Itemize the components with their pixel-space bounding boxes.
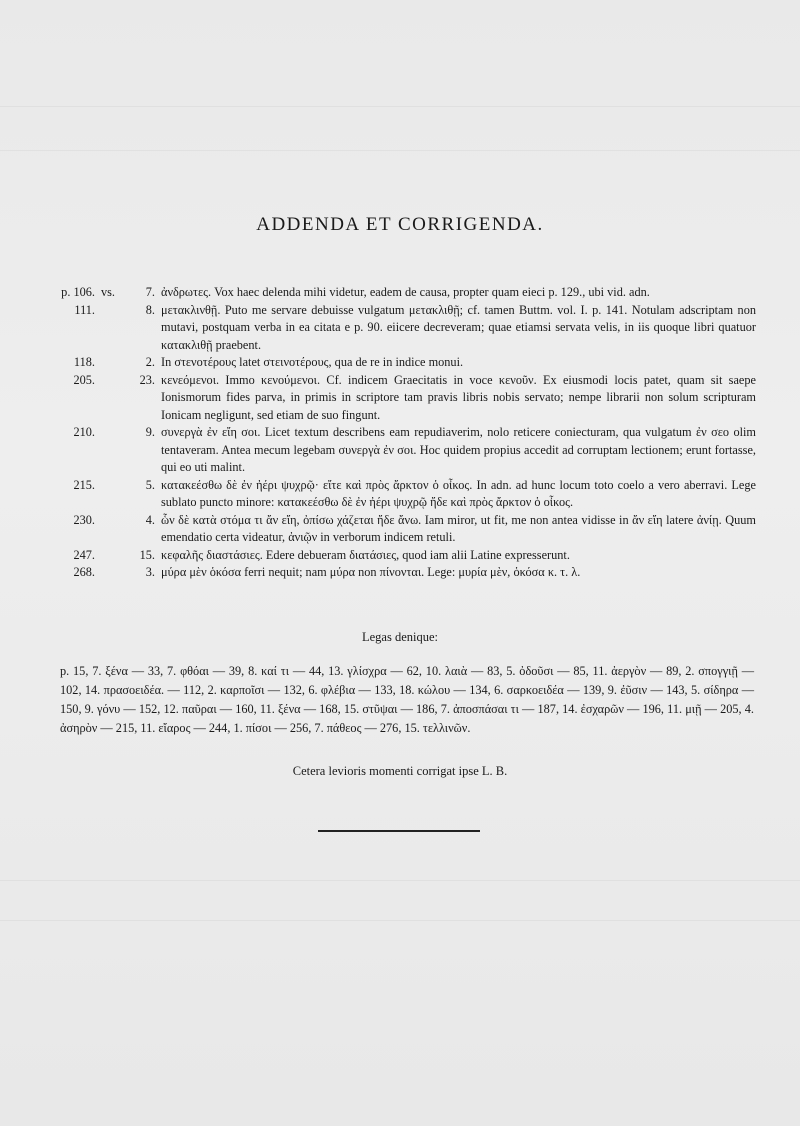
entry-page: 118. [73,355,95,369]
entry-vs [95,564,129,582]
entry-page: 247. [73,547,95,562]
entry-text: κατακεέσθω δὲ ἐν ἠέρι ψυχρῷ· εἴτε καὶ πρὸς ἄρκτον ὁ οἶκος. In adn. ad hunc locum toto coelo a vero aberravi. Lege sublato puncto minore: κατακεέσθω δὲ ἐν ἠέρι ψυχρῷ ἤδε καὶ πρὸς ἄρκτον ὁ οἶκος. [161,477,756,509]
entry-text: συνεργὰ ἐν εἴη σοι. Licet textum describens eam repudiaverim, nolo reticere coniecturam, qua vulgatum ἐν σεο olim tentaveram. Antea mecum legebam συνεργὰ ἐν σοι. Hoc quidem propius accedit ad corruptam lectionem; erunt fortasse, qui eo uti malint. [161,425,756,474]
list-item [52,302,756,355]
closing-note: Cetera levioris momenti corrigat ipse L. B. [292,764,508,778]
entry-vs: vs. [101,285,116,299]
entry-text: ὧν δὲ κατὰ στόμα τι ἄν εἴη, ὀπίσω χάζεται ἤδε ἄνω. Iam miror, ut fit, me non antea vidisse in ἄν εἴη latere ἀνίῃ. Quum emendatio certa videatur, ἀνιῷν in verborum indicem retuli. [161,512,756,544]
list-item [52,372,756,425]
list-item [52,512,756,547]
entry-line: 2. [145,355,155,369]
entry-vs [95,354,129,372]
page-title: ADDENDA ET CORRIGENDA. [256,214,544,235]
bleed-through-line [0,880,800,881]
entry-text: κεφαλῆς διαστάσιες. Edere debueram διατάσιες, quod iam alii Latine expresserunt. [161,547,570,562]
closing-rule [318,830,480,832]
entry-vs [95,477,129,512]
entry-page: 230. [73,512,95,527]
entry-page: 268. [73,565,95,579]
entry-line: 15. [139,547,155,562]
entry-vs [95,372,129,425]
subheading: Legas denique: [361,630,438,644]
entry-text: In στενοτέρους latet στεινοτέρους, qua de re in indice monui. [161,355,464,369]
list-item [52,564,756,582]
entry-line: 8. [145,302,155,317]
references-paragraph: p. 15, 7. ξένα — 33, 7. φθόαι — 39, 8. καί τι — 44, 13. γλίσχρα — 62, 10. λαιὰ — 83, 5. ὀδοῦσι — 85, 11. ἀεργὸν — 89, 2. σπογγιῇ — 102, 14. πρασοειδέα. — 112, 2. καρποῖσι — 132, 6. φλέβια — 133, 18. κώλου — 134, 6. σαρκοειδέα — 139, 9. ἐῦσιν — 143, 5. σίδηρα — 150, 9. γόνυ — 152, 12. παῦραι — 160, 11. ξένα — 168, 15. στῦψαι — 186, 7. ἀποσπάσαι τι — 187, 14. ἐσχαρῶν — 196, 11. μιῇ — 205, 4. ἀσηρὸν — 215, 11. εἴαρος — 244, 1. πίσοι — 256, 7. πάθεος — 276, 15. τελλινῶν. [60,664,755,735]
entry-vs [95,424,129,477]
entry-text: μετακλινθῇ. Puto me servare debuisse vulgatum μετακλιθῇ; cf. tamen Buttm. vol. I. p. 141. Notulam adscriptam non mutavi, postquam verba in ea citata e p. 90. eiicere decreveram; quae etiamsi servata velis, in iis quoque libri quatuor κατακλιθῇ praebent. [161,302,756,352]
entry-vs [95,512,129,547]
list-item [52,354,756,372]
corrigenda-list [52,284,756,582]
list-item [52,424,756,477]
entry-page: 205. [73,372,95,387]
entry-vs [95,302,129,355]
bleed-through-line [0,920,800,921]
entry-vs [95,547,129,565]
list-item [52,284,756,302]
entry-line: 7. [145,285,155,299]
list-item [52,477,756,512]
entry-text: κενεόμενοι. Immo κενούμενοι. Cf. indicem Graecitatis in voce κενοῦν. Ex eiusmodi locis patet, quam sit saepe Ionismorum fides parva, in primis in scriptore tam pravis libris nobis servato; nempe librarii non solum scripturam Ionicam negligunt, sed etiam de suo fingunt. [161,372,756,422]
bleed-through-line [0,106,800,107]
entry-page: p. 106. [61,285,95,299]
entry-page: 111. [74,302,95,317]
entry-line: 3. [145,565,155,579]
entry-line: 23. [139,372,155,387]
entry-line: 5. [145,477,155,492]
entry-line: 9. [145,425,155,439]
bleed-through-line [0,150,800,151]
list-item [52,547,756,565]
entry-text: ἀνδρωτες. Vox haec delenda mihi videtur, eadem de causa, propter quam eieci p. 129., ubi vid. adn. [161,285,650,299]
entry-text: μύρα μὲν ὁκόσα ferri nequit; nam μύρα non πίνονται. Lege: μυρία μὲν, ὁκόσα κ. τ. λ. [161,565,581,579]
entry-page: 210. [73,425,95,439]
entry-line: 4. [145,512,155,527]
entry-page: 215. [73,477,95,492]
